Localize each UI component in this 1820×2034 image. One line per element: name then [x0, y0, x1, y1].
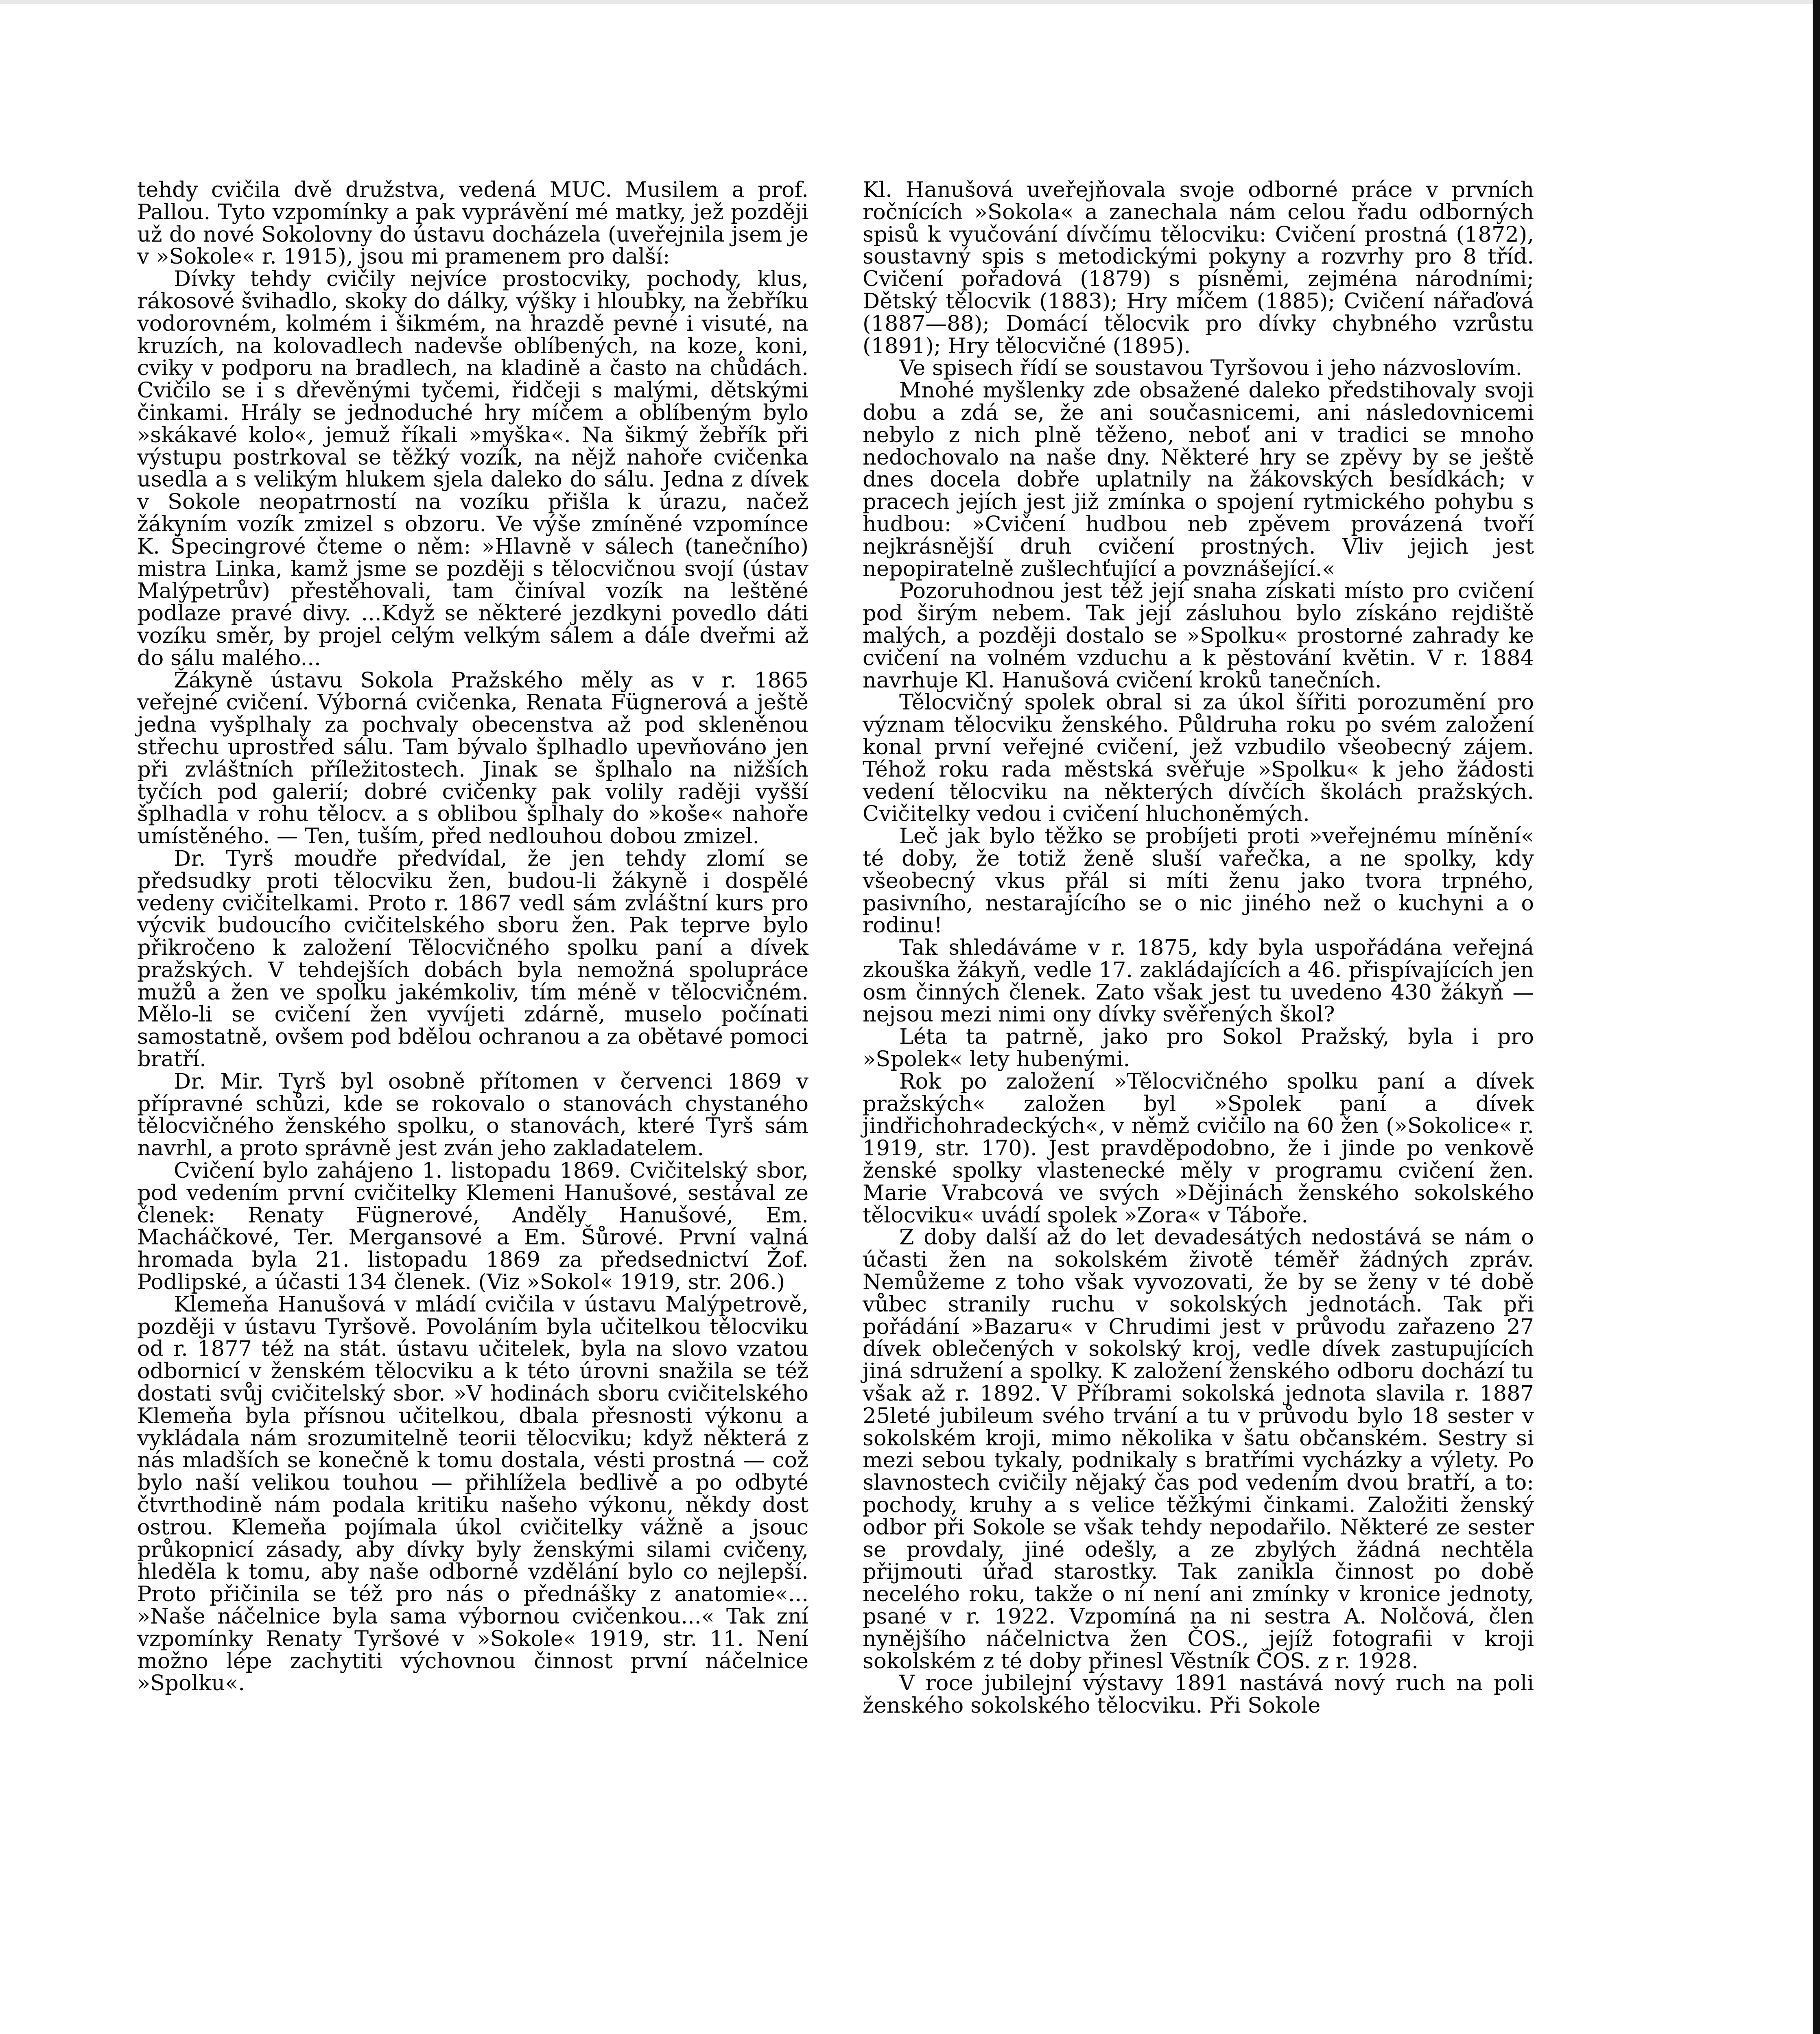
paragraph: Ve spisech řídí se soustavou Tyršovou i jeho názvoslovím.	[899, 356, 1523, 381]
paragraph: Dívky tehdy cvičily nejvíce prostocviky, pochody, klus, rákosové švihadlo, skoky do dálky, výšky i hloubky, na žebříku vodorovném, kolmém i šikmém, na hrazdě pevné i visuté, na kruzích, na kolovadlech nadevše oblíbených, na koze, koni, cviky v podporu na bradlech, na kladině a často na chůdách. Cvičilo se i s dřevěnými tyčemi, řidčeji s malými, dětskými činkami. Hrály se jednoduché hry míčem a oblíbeným bylo »skákavé kolo«, jemuž říkali »myška«. Na šikmý žebřík při výstupu postrkoval se těžký vozík, na nějž nahoře cvičenka usedla a s velikým hlukem sjela daleko do sálu. Jedna z dívek v Sokole neopatrností na vozíku přišla k úrazu, načež žákyním vozík zmizel s obzoru. Ve výše zmíněné vzpomínce K. Špecingrové čteme o něm: »Hlavně v sálech (tanečního) mistra Linka, kamž jsme se později s tělocvičnou svojí (ústav Malýpetrův) přestěhovali, tam činíval vozík na leštěné podlaze pravé divy. ...Když se některé jezdkyni povedlo dáti vozíku směr, by projel celým velkým sálem a dále dveřmi až do sálu malého...	[137, 266, 808, 670]
paragraph: Dr. Tyrš moudře předvídal, že jen tehdy zlomí se předsudky proti tělocviku žen, budou-li žákyně i dospělé vedeny cvičitelkami. Proto r. 1867 vedl sám zvláštní kurs pro výcvik budoucího cvičitelského sboru žen. Pak teprve bylo přikročeno k založení Tělocvičného spolku paní a dívek pražských. V tehdejších dobách byla nemožná spolupráce mužů a žen ve spolku jakémkoliv, tím méně v tělocvičném. Mělo-li se cvičení žen vyvíjeti zdárně, muselo počínati samostatně, ovšem pod bdělou ochranou a za obětavé pomoci bratří.	[137, 846, 808, 1072]
paragraph: Tak shledáváme v r. 1875, kdy byla uspořádána veřejná zkouška žákyň, vedle 17. zakládajících a 46. přispívajících jen osm činných členek. Zato však jest tu uvedeno 430 žákyň — nejsou mezi nimi ony dívky svěřených škol?	[863, 935, 1534, 1027]
left-text-column	[137, 179, 808, 1695]
scan-right-edge	[1813, 0, 1820, 2034]
paragraph: Rok po založení »Tělocvičného spolku paní a dívek pražských« založen byl »Spolek paní a dívek jindřichohradeckých«, v němž cvičilo na 60 žen (»Sokolice« r. 1919, str. 170). Jest pravděpodobno, že i jinde po venkově ženské spolky vlastenecké měly v programu cvičení žen. Marie Vrabcová ve svých »Dějinách ženského sokolského tělocviku« uvádí spolek »Zora« v Táboře.	[863, 1069, 1534, 1228]
paragraph: Cvičení bylo zahájeno 1. listopadu 1869. Cvičitelský sbor, pod vedením první cvičitelky Klemeni Hanušové, sestával ze členek: Renaty Fügnerové, Anděly Hanušové, Em. Macháčkové, Ter. Mergansové a Em. Šůrové. První valná hromada byla 21. listopadu 1869 za předsednictví Žof. Podlipské, a účasti 134 členek. (Viz »Sokol« 1919, str. 206.)	[137, 1158, 808, 1295]
paragraph: Z doby další až do let devadesátých nedostává se nám o účasti žen na sokolském životě téměř žádných zpráv. Nemůžeme z toho však vyvozovati, že by se ženy v té době vůbec stranily ruchu v sokolských jednotách. Tak při pořádání »Bazaru« v Chrudimi jest v průvodu zařazeno 27 dívek oblečených v sokolský kroj, vedle dívek zastupujících jiná sdružení a spolky. K založení ženského odboru dochází tu však až r. 1892. V Příbrami sokolská jednota slavila r. 1887 25leté jubileum svého trvání a tu v průvodu bylo 18 sester v sokolském kroji, mimo několika v šatu občanském. Sestry si mezi sebou tykaly, podnikaly s bratřími vycházky a výlety. Po slavnostech cvičily nějaký čas pod vedením dvou bratří, a to: pochody, kruhy a s velice těžkými činkami. Založiti ženský odbor při Sokole se však tehdy nepodařilo. Některé ze sester se provdaly, jiné odešly, a ze zbylých žádná nechtěla přijmouti úřad starostky. Tak zanikla činnost po době necelého roku, takže o ní není ani zmínky v kronice jednoty, psané v r. 1922. Vzpomíná na ni sestra A. Nolčová, člen nynějšího náčelnictva žen ČOS., jejíž fotografii v kroji sokolském z té doby přinesl Věstník ČOS. z r. 1928.	[863, 1225, 1534, 1674]
paragraph: Leč jak bylo těžko se probíjeti proti »veřejnému mínění« té doby, že totiž ženě sluší vařečka, a ne spolky, kdy všeobecný vkus přál si míti ženu jako tvora trpného, pasivního, nestarajícího se o nic jiného než o kuchyni a o rodinu!	[863, 824, 1534, 938]
paragraph: Dr. Mir. Tyrš byl osobně přítomen v červenci 1869 v přípravné schůzi, kde se rokovalo o stanovách chystaného tělocvičného ženského spolku, o stanovách, které Tyrš sám navrhl, a proto správně jest zván jeho zakladatelem.	[137, 1069, 808, 1161]
paragraph: Léta ta patrně, jako pro Sokol Pražský, byla i pro »Spolek« lety hubenými.	[863, 1024, 1534, 1072]
paragraph: V roce jubilejní výstavy 1891 nastává nový ruch na poli ženského sokolského tělocviku. Při Sokole	[863, 1671, 1534, 1718]
paragraph: Žákyně ústavu Sokola Pražského měly as v r. 1865 veřejné cvičení. Výborná cvičenka, Renata Fügnerová a ještě jedna vyšplhaly za pochvaly obecenstva až pod skleněnou střechu uprostřed sálu. Tam bývalo šplhadlo upevňováno jen při zvláštních příležitostech. Jinak se šplhalo na nižších tyčích pod galerií; dobré cvičenky pak volily raději vyšší šplhadla v rohu tělocv. a s oblibou šplhaly do »koše« nahoře umístěného. — Ten, tuším, před nedlouhou dobou zmizel.	[137, 668, 808, 849]
paragraph: Pozoruhodnou jest též její snaha získati místo pro cvičení pod širým nebem. Tak její zásluhou bylo získáno rejdiště malých, a později dostalo se »Spolku« prostorné zahrady ke cvičení na volném vzduchu a k pěstování květin. V r. 1884 navrhuje Kl. Hanušová cvičení kroků tanečních.	[863, 578, 1534, 693]
paragraph: Kl. Hanušová uveřejňovala svoje odborné práce v prvních ročnících »Sokola« a zanechala nám celou řadu odborných spisů k vyučování dívčímu tělocviku: Cvičení prostná (1872), soustavný spis s metodickými pokyny a rozvrhy pro 8 tříd. Cvičení pořadová (1879) s písněmi, zejména národními; Dětský tělocvik (1883); Hry míčem (1885); Cvičení nářaďová (1887—88); Domácí tělocvik pro dívky chybného vzrůstu (1891); Hry tělocvičné (1895).	[863, 177, 1534, 358]
right-text-column	[863, 179, 1534, 1717]
paragraph: Mnohé myšlenky zde obsažené daleko předstihovaly svoji dobu a zdá se, že ani současnicemi, ani následovnicemi nebylo z nich plně těženo, neboť ani v tradici se mnoho nedochovalo na naše dny. Některé hry se zpěvy by se ještě dnes docela dobře uplatnily na žákovských besídkách; v pracech jejích jest již zmínka o spojení rytmického pohybu s hudbou: »Cvičení hudbou neb zpěvem provázená tvoří nejkrásnější druh cvičení prostných. Vliv jejich jest nepopiratelně zušlechťující a povznášející.«	[863, 378, 1534, 581]
paragraph: tehdy cvičila dvě družstva, vedená MUC. Musilem a prof. Pallou. Tyto vzpomínky a pak vyprávění mé matky, jež později už do nové Sokolovny do ústavu docházela (uveřejnila jsem je v »Sokole« r. 1915), jsou mi pramenem pro další:	[137, 177, 808, 269]
scan-top-edge	[0, 0, 1820, 4]
paragraph: Klemeňa Hanušová v mládí cvičila v ústavu Malýpetrově, později v ústavu Tyršově. Povoláním byla učitelkou tělocviku od r. 1877 též na stát. ústavu učitelek, byla na slovo vzatou odbornicí v ženském tělocviku a k této úrovni snažila se též dostati svůj cvičitelský sbor. »V hodinách sboru cvičitelského Klemeňa byla přísnou učitelkou, dbala přesnosti výkonu a vykládala nám srozumitelně teorii tělocviku; když některá z nás mladších se konečně k tomu dostala, vésti prostná — což bylo naší velikou touhou — přihlížela bedlivě a po odbyté čtvrthodině nám podala kritiku našeho výkonu, někdy dost ostrou. Klemeňa pojímala úkol cvičitelky vážně a jsouc průkopnicí zásady, aby dívky byly ženskými silami cvičeny, hleděla k tomu, aby naše odborné vzdělání bylo co nejlepší. Proto přičinila se též pro nás o přednášky z anatomie«... »Naše náčelnice byla sama výbornou cvičenkou...« Tak zní vzpomínky Renaty Tyršové v »Sokole« 1919, str. 11. Není možno lépe zachytiti výchovnou činnost první náčelnice »Spolku«.	[137, 1292, 808, 1696]
paragraph: Tělocvičný spolek obral si za úkol šířiti porozumění pro význam tělocviku ženského. Půldruha roku po svém založení konal první veřejné cvičení, jež vzbudilo všeobecný zájem. Téhož roku rada městská svěřuje »Spolku« k jeho žádosti vedení tělocviku na některých dívčích školách pražských. Cvičitelky vedou i cvičení hluchoněmých.	[863, 690, 1534, 827]
